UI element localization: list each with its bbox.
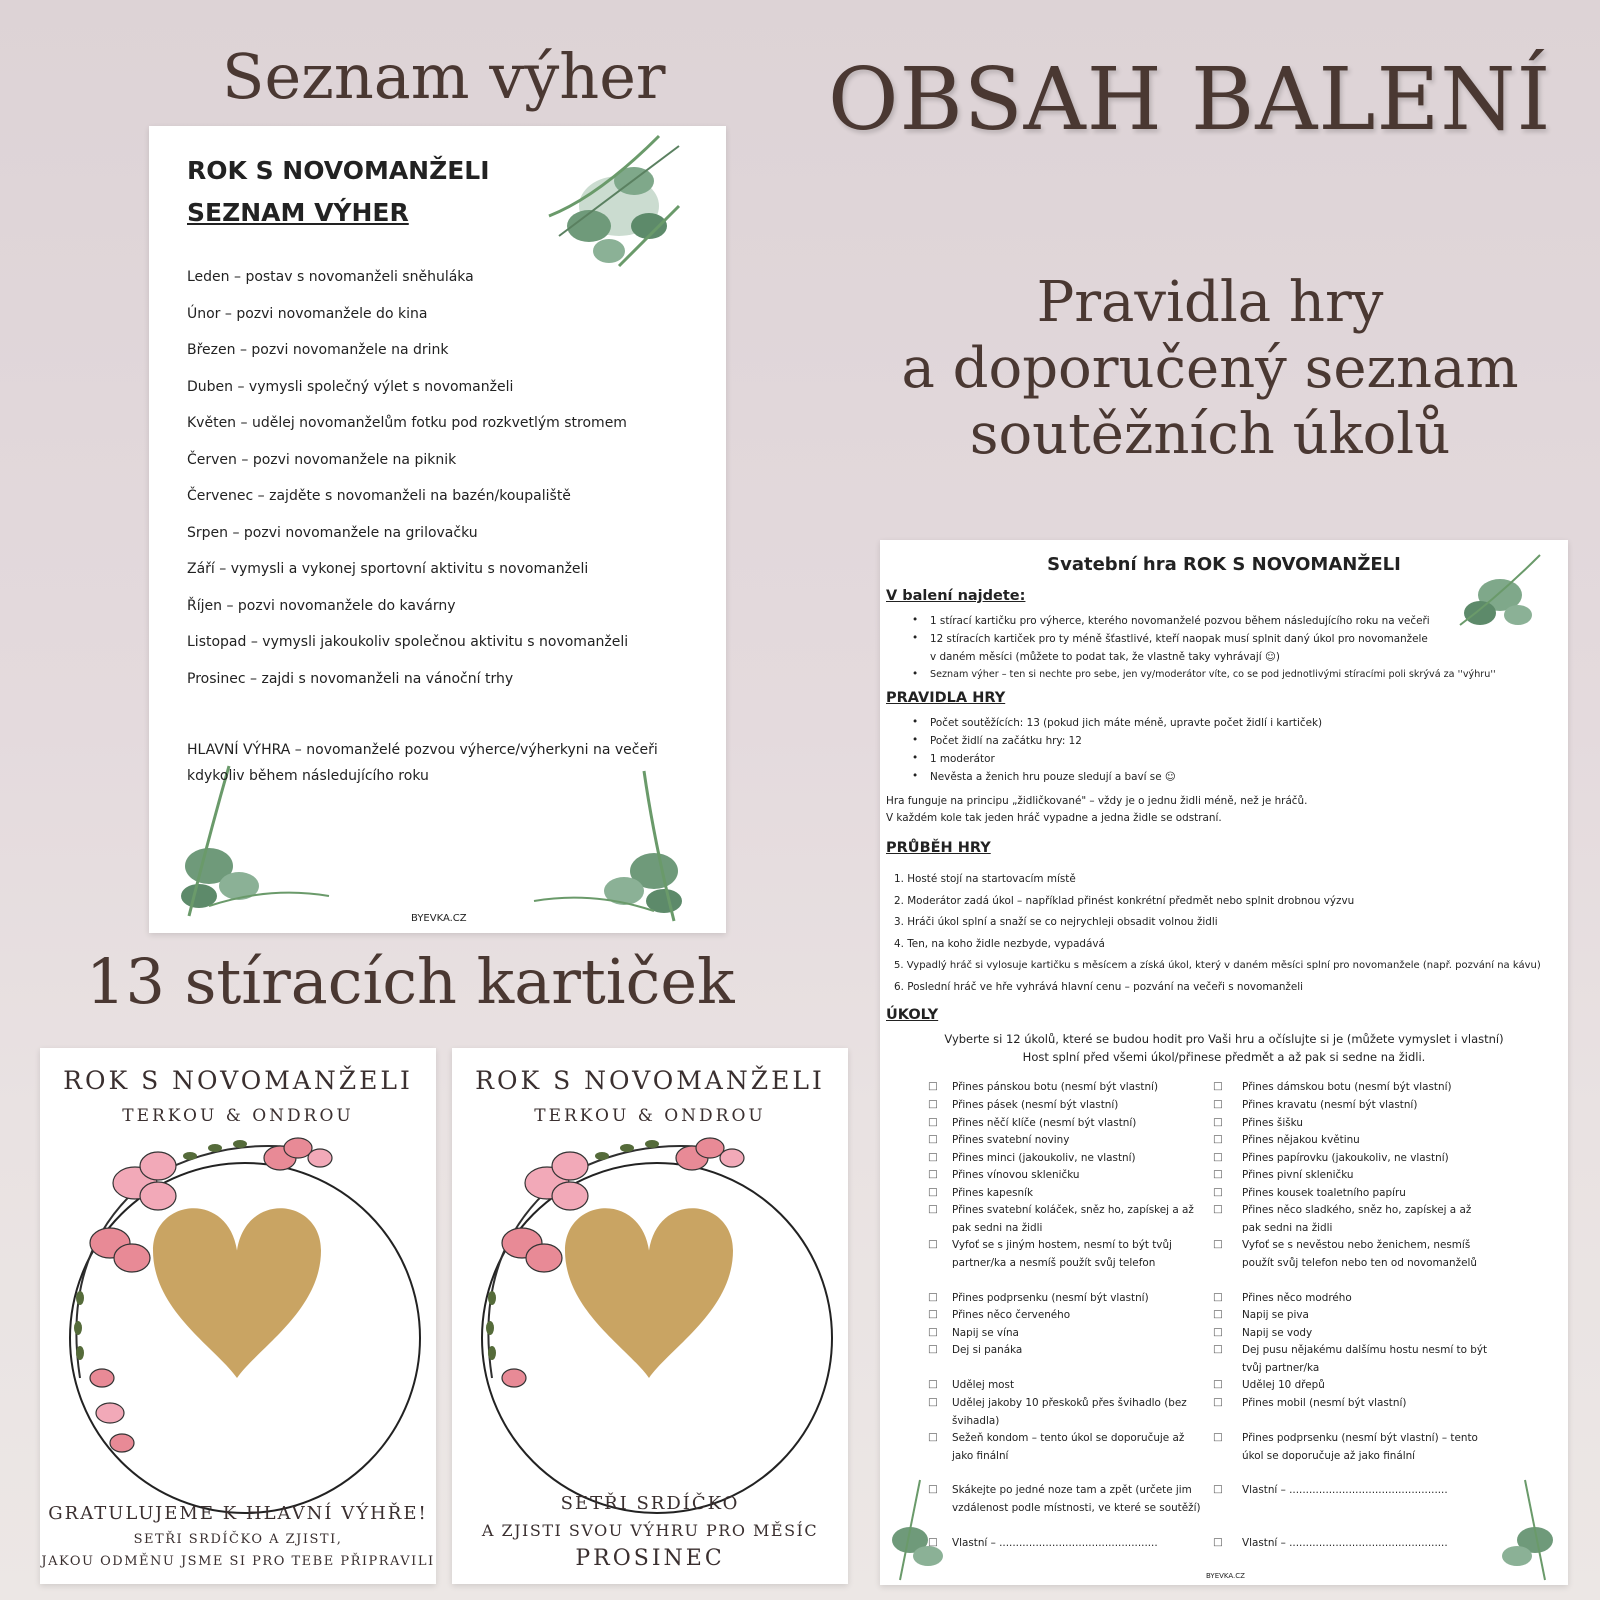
task-item: Napij se vody <box>1242 1327 1313 1339</box>
task-item: Přines dámskou botu (nesmí být vlastní) <box>1242 1081 1452 1093</box>
scratch-heart-icon <box>565 1208 733 1378</box>
checkbox-icon[interactable]: □ <box>928 1116 938 1128</box>
progress-item: 3. Hráči úkol splní a snaží se co nejrychleji obsadit volnou židli <box>894 916 1218 928</box>
task-item: Přines svatební koláček, sněz ho, zapískej a až pak sedni na židli <box>952 1204 1194 1234</box>
tasks-intro: Host splní před všemi úkol/přinese předmět a až pak si sedne na židli. <box>1022 1050 1426 1064</box>
prize-list-item: Srpen – pozvi novomanžele na grilovačku <box>187 524 478 541</box>
task-item: Přines něco sladkého, sněz ho, zapískej a až pak sedni na židli <box>1242 1204 1472 1234</box>
checkbox-icon[interactable]: □ <box>928 1378 938 1390</box>
checkbox-icon[interactable]: □ <box>928 1098 938 1110</box>
checkbox-icon[interactable]: □ <box>1213 1168 1223 1180</box>
task-item: Přines nějakou květinu <box>1242 1134 1360 1146</box>
task-item: Přines něco modrého <box>1242 1292 1352 1304</box>
checkbox-icon[interactable]: □ <box>1213 1326 1223 1338</box>
card-bottom-line2: A ZJISTI SVOU VÝHRU PRO MĚSÍC <box>481 1521 819 1540</box>
checkbox-icon[interactable]: □ <box>928 1080 938 1092</box>
progress-item: 2. Moderátor zadá úkol – například přinést konkrétní předmět nebo splnit drobnou výzvu <box>894 895 1355 907</box>
rules-item: Nevěsta a ženich hru pouze sledují a baví se ☺ <box>930 771 1176 783</box>
task-item: Přines kravatu (nesmí být vlastní) <box>1242 1099 1418 1111</box>
prize-list-footer: BYEVKA.CZ <box>411 913 467 924</box>
package-item: 1 stírací kartičku pro výherce, kterého novomanželé pozvou během následujícího roku na večeři <box>930 615 1430 627</box>
task-item: Dej pusu nějakému dalšímu hostu nesmí to být tvůj partner/ka <box>1242 1344 1488 1374</box>
bullet-icon: • <box>912 752 919 764</box>
checkbox-icon[interactable]: □ <box>1213 1098 1223 1110</box>
checkbox-icon[interactable]: □ <box>928 1431 938 1443</box>
card-bottom-line3: JAKOU ODMĚNU JSME SI PRO TEBE PŘIPRAVILI <box>41 1554 435 1569</box>
rules-item: Počet židlí na začátku hry: 12 <box>930 735 1082 747</box>
checkbox-icon[interactable]: □ <box>1213 1080 1223 1092</box>
prize-list-item: Duben – vymysli společný výlet s novomanželi <box>187 378 514 395</box>
rules-section-package: V balení najdete: <box>886 588 1026 604</box>
task-item: Vlastní – ................................................ <box>1242 1484 1448 1496</box>
card-bottom-line2: SETŘI SRDÍČKO A ZJISTI, <box>133 1532 343 1547</box>
scratch-card-month <box>452 1048 848 1584</box>
tasks-intro: Vyberte si 12 úkolů, které se budou hodit pro Vaši hru a očíslujte si je (můžete vymyslet i vlastní) <box>944 1032 1504 1046</box>
heading-karticky: 13 stíracích kartiček <box>86 945 735 1018</box>
card-subtitle: TERKOU & ONDROU <box>122 1106 354 1126</box>
card-bottom-line3: PROSINEC <box>575 1546 725 1571</box>
prize-list-item: Březen – pozvi novomanžele na drink <box>187 342 449 358</box>
bullet-icon: • <box>912 614 919 626</box>
prize-list-item: Únor – pozvi novomanžele do kina <box>187 305 428 322</box>
rules-item: Počet soutěžících: 13 (pokud jich máte méně, upravte počet židlí i kartiček) <box>930 717 1323 729</box>
checkbox-icon[interactable]: □ <box>928 1203 938 1215</box>
rules-page <box>880 540 1568 1585</box>
prize-list-item: Leden – postav s novomanželi sněhuláka <box>187 269 474 285</box>
bullet-icon: • <box>912 632 919 644</box>
package-item: 12 stíracích kartiček pro ty méně šťastlivé, kteří naopak musí splnit daný úkol pro novomanžele <box>930 633 1428 645</box>
bullet-icon: • <box>912 668 919 680</box>
rules-section-progress: PRŮBĚH HRY <box>886 840 991 856</box>
prize-list-item: Listopad – vymysli jakoukoliv společnou aktivitu s novomanželi <box>187 634 629 650</box>
bullet-icon: • <box>912 716 919 728</box>
checkbox-icon[interactable]: □ <box>928 1186 938 1198</box>
task-item: Přines minci (jakoukoliv, ne vlastní) <box>952 1152 1136 1164</box>
task-item: Udělej jakoby 10 přeskoků přes švihadlo (bez švihadla) <box>952 1397 1187 1427</box>
task-item: Vlastní – ................................................ <box>1242 1537 1448 1549</box>
task-item: Přines kapesník <box>952 1187 1034 1199</box>
prize-list-item: Květen – udělej novomanželům fotku pod rozkvetlým stromem <box>187 415 627 431</box>
prize-list-item: Prosinec – zajdi s novomanželi na vánoční trhy <box>187 670 514 687</box>
checkbox-icon[interactable]: □ <box>928 1396 938 1408</box>
task-item: Přines něco červeného <box>952 1309 1071 1321</box>
prize-list-page <box>149 126 726 933</box>
task-item: Vyfoť se s nevěstou nebo ženichem, nesmíš použít svůj telefon nebo ten od novomanželů <box>1242 1239 1477 1269</box>
task-item: Přines šišku <box>1242 1117 1303 1129</box>
checkbox-icon[interactable]: □ <box>1213 1483 1223 1495</box>
task-item: Přines vínovou skleničku <box>952 1169 1080 1181</box>
card-subtitle: TERKOU & ONDROU <box>534 1106 766 1126</box>
package-item: Seznam výher – ten si nechte pro sebe, jen vy/moderátor víte, co se pod jednotlivými stíracími poli skrývá za ''výhru'' <box>930 669 1496 680</box>
card-bottom-line1: SETŘI SRDÍČKO <box>560 1493 740 1514</box>
checkbox-icon[interactable]: □ <box>928 1308 938 1320</box>
heading-seznam-vyher: Seznam výher <box>222 40 666 113</box>
checkbox-icon[interactable]: □ <box>928 1133 938 1145</box>
progress-item: 4. Ten, na koho židle nezbyde, vypadává <box>894 938 1105 950</box>
task-item: Přines podprsenku (nesmí být vlastní) <box>952 1292 1149 1304</box>
progress-item: 5. Vypadlý hráč si vylosuje kartičku s měsícem a získá úkol, který v daném měsíci splní pro novomanžele (např. pozvání na kávu) <box>894 960 1541 971</box>
card-bottom-line1: GRATULUJEME K HLAVNÍ VÝHŘE! <box>48 1503 428 1524</box>
checkbox-icon[interactable]: □ <box>1213 1343 1223 1355</box>
task-item: Přines pásek (nesmí být vlastní) <box>952 1099 1119 1111</box>
checkbox-icon[interactable]: □ <box>1213 1431 1223 1443</box>
prize-list-title: ROK S NOVOMANŽELI <box>187 156 490 185</box>
checkbox-icon[interactable]: □ <box>1213 1133 1223 1145</box>
rules-item: 1 moderátor <box>930 753 995 765</box>
task-item: Přines papírovku (jakoukoliv, ne vlastní) <box>1242 1152 1449 1164</box>
prize-list-item: Červen – pozvi novomanžele na piknik <box>187 451 457 468</box>
prize-list-subtitle: SEZNAM VÝHER <box>187 198 409 227</box>
package-item: v daném měsíci (můžete to podat tak, že vlastně taky vyhrávají ☺) <box>930 651 1280 663</box>
task-item: Přines něčí klíče (nesmí být vlastní) <box>952 1117 1137 1129</box>
main-prize-line2: kdykoliv během následujícího roku <box>187 768 429 784</box>
checkbox-icon[interactable]: □ <box>928 1536 938 1548</box>
heading-pravidla-line3: soutěžních úkolů <box>969 402 1451 467</box>
scratch-card-main-prize <box>40 1048 436 1584</box>
heading-pravidla-hry <box>860 270 1560 468</box>
task-item: Přines pivní skleničku <box>1242 1169 1354 1181</box>
card-title: ROK S NOVOMANŽELI <box>63 1066 413 1095</box>
checkbox-icon[interactable]: □ <box>1213 1291 1223 1303</box>
task-item: Přines mobil (nesmí být vlastní) <box>1242 1397 1407 1409</box>
task-item: Udělej most <box>952 1379 1015 1391</box>
rules-section-tasks: ÚKOLY <box>886 1007 939 1023</box>
heading-obsah-baleni: OBSAH BALENÍ <box>828 50 1552 150</box>
scratch-heart-icon <box>153 1208 321 1378</box>
checkbox-icon[interactable]: □ <box>928 1238 938 1250</box>
prize-list-item: Září – vymysli a vykonej sportovní aktivitu s novomanželi <box>187 561 589 577</box>
prize-list-item: Říjen – pozvi novomanžele do kavárny <box>187 597 456 614</box>
checkbox-icon[interactable]: □ <box>1213 1536 1223 1548</box>
rules-note: V každém kole tak jeden hráč vypadne a jedna židle se odstraní. <box>886 812 1222 824</box>
task-item: Sežeň kondom – tento úkol se doporučuje až jako finální <box>952 1432 1185 1462</box>
checkbox-icon[interactable]: □ <box>928 1326 938 1338</box>
prize-list-item: Červenec – zajděte s novomanželi na bazén/koupaliště <box>187 488 571 504</box>
checkbox-icon[interactable]: □ <box>1213 1186 1223 1198</box>
task-item: Udělej 10 dřepů <box>1242 1379 1325 1391</box>
checkbox-icon[interactable]: □ <box>928 1291 938 1303</box>
task-item: Dej si panáka <box>952 1344 1023 1356</box>
task-item: Skákejte po jedné noze tam a zpět (určete jim vzdálenost podle místnosti, ve které se soutěží) <box>952 1484 1201 1514</box>
checkbox-icon[interactable]: □ <box>1213 1396 1223 1408</box>
checkbox-icon[interactable]: □ <box>1213 1238 1223 1250</box>
rules-note: Hra funguje na principu „židličkované" – vždy je o jednu židli méně, než je hráčů. <box>886 795 1308 807</box>
checkbox-icon[interactable]: □ <box>1213 1203 1223 1215</box>
checkbox-icon[interactable]: □ <box>1213 1151 1223 1163</box>
task-item: Přines pánskou botu (nesmí být vlastní) <box>952 1081 1159 1093</box>
task-item: Napij se piva <box>1242 1309 1309 1321</box>
card-title: ROK S NOVOMANŽELI <box>475 1066 825 1095</box>
checkbox-icon[interactable]: □ <box>928 1151 938 1163</box>
checkbox-icon[interactable]: □ <box>928 1343 938 1355</box>
checkbox-icon[interactable]: □ <box>1213 1378 1223 1390</box>
task-item: Přines svatební noviny <box>952 1134 1070 1146</box>
main-prize-line1: HLAVNÍ VÝHRA – novomanželé pozvou výherce/výherkyni na večeři <box>187 742 658 758</box>
rules-footer: BYEVKA.CZ <box>1206 1572 1245 1580</box>
task-item: Přines kousek toaletního papíru <box>1242 1187 1406 1199</box>
checkbox-icon[interactable]: □ <box>928 1168 938 1180</box>
progress-item: 6. Poslední hráč ve hře vyhrává hlavní cenu – pozvání na večeři s novomanželi <box>894 981 1304 993</box>
checkbox-icon[interactable]: □ <box>1213 1308 1223 1320</box>
progress-item: 1. Hosté stojí na startovacím místě <box>894 873 1076 885</box>
rules-section-rules: PRAVIDLA HRY <box>886 690 1006 706</box>
task-item: Vlastní – ................................................ <box>952 1537 1158 1549</box>
task-item: Vyfoť se s jiným hostem, nesmí to být tvůj partner/ka a nesmíš použít svůj telefon <box>952 1239 1172 1269</box>
bullet-icon: • <box>912 734 919 746</box>
heading-pravidla-line2: a doporučený seznam <box>901 336 1519 401</box>
bullet-icon: • <box>912 770 919 782</box>
task-item: Přines podprsenku (nesmí být vlastní) – tento úkol se doporučuje až jako finální <box>1242 1432 1478 1462</box>
checkbox-icon[interactable]: □ <box>928 1483 938 1495</box>
checkbox-icon[interactable]: □ <box>1213 1116 1223 1128</box>
heading-pravidla-line1: Pravidla hry <box>1036 270 1384 335</box>
rules-title: Svatební hra ROK S NOVOMANŽELI <box>1047 554 1401 575</box>
task-item: Napij se vína <box>952 1327 1019 1339</box>
